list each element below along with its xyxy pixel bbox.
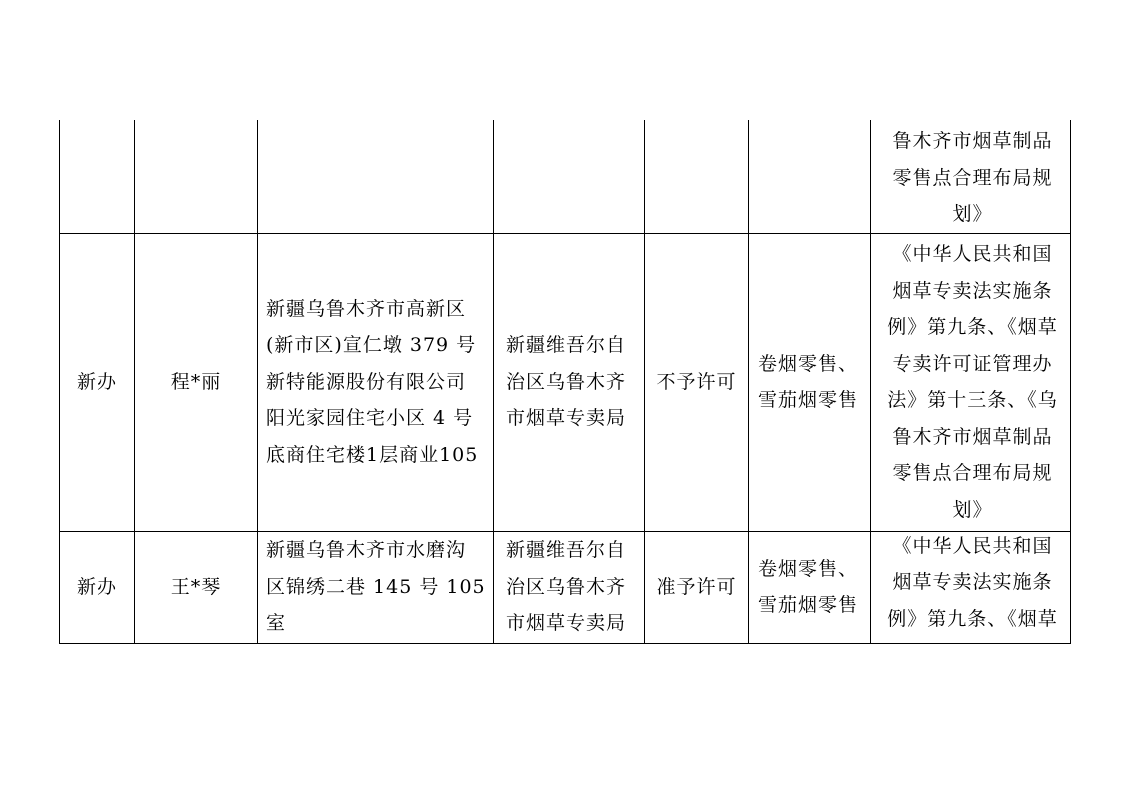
decision-cell: 不予许可 — [645, 233, 749, 531]
table-row — [60, 531, 1071, 643]
authority-line: 市烟草专卖局 — [506, 612, 627, 635]
address-cell — [258, 531, 494, 643]
authority-line: 新疆维吾尔自 — [506, 334, 627, 357]
basis-line: 法》第十三条、《乌 — [887, 389, 1058, 411]
category-cell: 新办 — [60, 233, 135, 531]
scope-cell — [749, 233, 871, 531]
basis-line: 《中华人民共和国 — [892, 534, 1053, 557]
scope-cell — [749, 120, 871, 233]
scope-cell — [749, 531, 871, 643]
basis-cell — [871, 531, 1071, 643]
decision-cell — [645, 120, 749, 233]
category-cell — [60, 120, 135, 233]
authority-cell — [494, 120, 645, 233]
address-line: 区锦绣二巷 145 号 105 — [266, 575, 486, 598]
address-line: 新疆乌鲁木齐市高新区 — [266, 297, 467, 320]
scope-line: 雪茄烟零售 — [758, 594, 859, 616]
basis-cell — [871, 120, 1071, 233]
basis-line: 例》第九条、《烟草 — [887, 607, 1058, 630]
table-row — [60, 120, 1071, 233]
address-cell — [258, 233, 494, 531]
authority-cell — [494, 531, 645, 643]
basis-line: 零售点合理布局规 — [892, 462, 1053, 484]
address-line: (新市区)宣仁墩 379 号 — [266, 334, 477, 357]
authority-line: 治区乌鲁木齐 — [506, 575, 627, 598]
name-cell: 王*琴 — [135, 531, 258, 643]
basis-line: 划》 — [952, 203, 993, 225]
basis-line: 《中华人民共和国 — [892, 243, 1053, 265]
basis-line: 专卖许可证管理办 — [892, 352, 1053, 375]
basis-line: 划》 — [952, 498, 993, 521]
name-cell — [135, 120, 258, 233]
basis-cell — [871, 233, 1071, 531]
authority-cell — [494, 233, 645, 531]
authority-line: 治区乌鲁木齐 — [506, 370, 627, 393]
address-line: 室 — [266, 612, 287, 635]
name-cell: 程*丽 — [135, 233, 258, 531]
authority-line: 市烟草专卖局 — [506, 407, 627, 430]
address-line: 底商住宅楼1层商业105 — [266, 443, 479, 466]
address-cell — [258, 120, 494, 233]
scope-line: 卷烟零售、 — [758, 352, 859, 375]
category-cell: 新办 — [60, 531, 135, 643]
basis-line: 例》第九条、《烟草 — [887, 316, 1058, 338]
address-line: 新特能源股份有限公司 — [266, 370, 467, 393]
scope-line: 卷烟零售、 — [758, 557, 859, 580]
table-row — [60, 233, 1071, 531]
authority-line: 新疆维吾尔自 — [506, 539, 627, 562]
basis-line: 烟草专卖法实施条 — [892, 279, 1053, 302]
address-line: 新疆乌鲁木齐市水磨沟 — [266, 539, 467, 562]
basis-line: 鲁木齐市烟草制品 — [892, 130, 1053, 152]
address-line: 阳光家园住宅小区 4 号 — [266, 407, 474, 430]
license-decision-table — [59, 120, 1071, 644]
basis-line: 鲁木齐市烟草制品 — [892, 425, 1053, 448]
basis-line: 零售点合理布局规 — [892, 166, 1053, 189]
scope-line: 雪茄烟零售 — [758, 389, 859, 411]
basis-line: 烟草专卖法实施条 — [892, 571, 1053, 593]
decision-cell: 准予许可 — [645, 531, 749, 643]
